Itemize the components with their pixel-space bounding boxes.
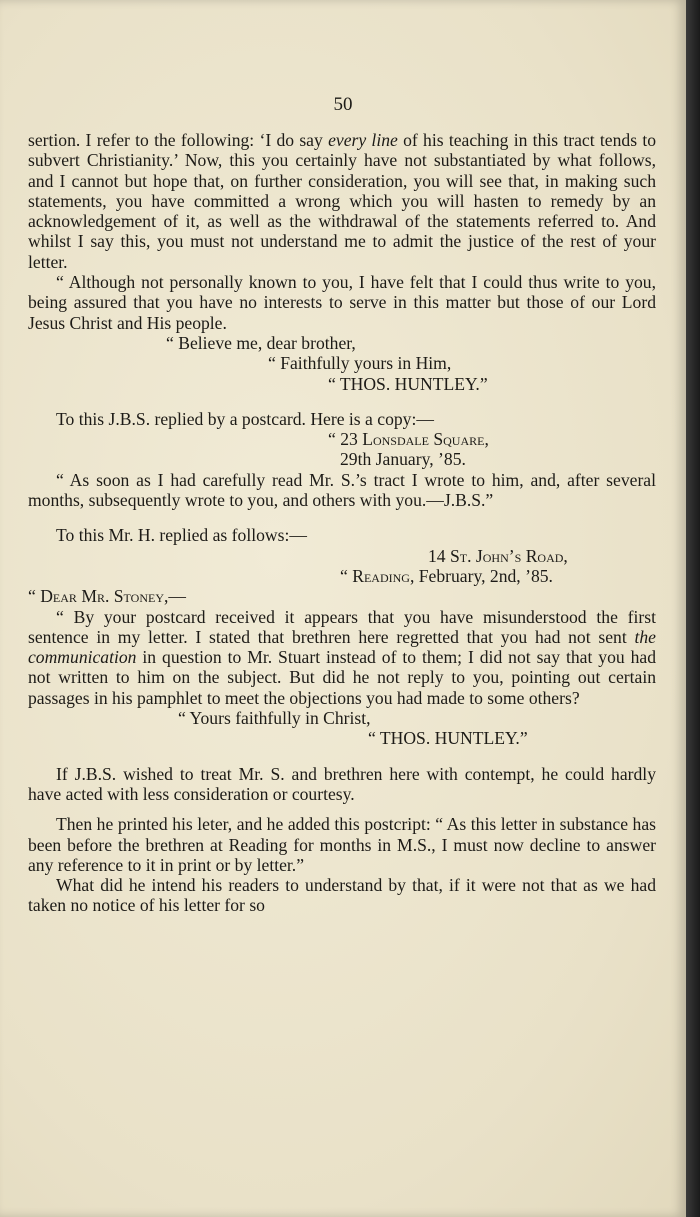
text-segment: “ Although not personally known to you, I have felt that I could thus write to you, being assured that you have no interests to serve in this matter but those of our Lord Jesus Christ and His people. [28,272,656,333]
text-segment: “ [340,565,353,586]
paragraph [28,607,656,708]
paragraph-gap [28,510,656,525]
text-segment: of his teaching in this tract tends to subvert Christianity.’ Now, this you certainly have not substantiated by what follows, and I cannot but hope that, on further consideration, you will see that, in making such statements, you have committed a wrong which you will hasten to remedy by an acknowledgement of it, as well as the withdrawal of the statements referred to. And whilst I say this, you must not understand me to admit the justice of the rest of your letter. [28,130,656,272]
text-line [28,546,656,566]
text-segment: “ [28,586,41,607]
italic-text: every line [328,130,398,150]
text-segment: “ Yours faithfully in Christ, [178,708,371,729]
text-segment: sertion. I refer to the following: ‘I do say [28,130,329,150]
text-segment: What did he intend his readers to understand by that, if it were not that as we had taken no notice of his letter for so [28,875,656,916]
text-segment: in question to Mr. Stuart instead of to them; I did not say that you had not written to him on the subject. But did he not reply to you, pointing out certain passages in his pamphlet to meet the objections you had made to some others? [28,647,656,708]
text-segment: “ As soon as I had carefully read Mr. S.’s tract I wrote to him, and, after several months, subsequently wrote to you, and others with you.—J.B.S.” [28,469,656,511]
paragraph-gap [28,804,656,814]
text-segment: “ By your postcard received it appears that you have misunderstood the first sentence in my letter. I stated that brethren here regretted that you had not sent [28,606,656,647]
italic-text: the communication [28,626,656,668]
text-segment: “ THOS. HUNTLEY.” [328,373,488,394]
small-caps-text: Lonsdale Square, [362,429,489,450]
small-caps-text: St. John’s Road, [450,545,568,566]
text-segment: “ Faithfully yours in Him, [268,353,452,374]
text-line [28,409,656,429]
text-line [28,586,656,606]
text-segment: February, 2nd, ’85. [414,565,553,586]
text-line [28,728,656,748]
paragraph-gap [28,394,656,409]
paragraph [28,470,656,511]
text-segment: 14 [428,545,450,566]
text-line [28,353,656,373]
paragraph [28,875,656,916]
paragraph-gap [28,749,656,764]
text-segment: “ Believe me, dear brother, [166,332,356,353]
paragraph [28,272,656,333]
text-segment: — [168,586,186,607]
text-line [28,333,656,353]
text-line [28,374,656,394]
small-caps-text: Reading, [352,565,415,586]
paragraph [28,764,656,805]
page-number: 50 [333,94,353,115]
text-segment: Then he printed his leter, and he added this postcript: “ As this letter in substance has been before the brethren at Reading for months in M.S., I must now decline to answer any reference to it in print or by letter.” [28,814,656,875]
text-line [28,566,656,586]
text-line [28,708,656,728]
text-segment: 29th January, ’85. [340,449,466,470]
text-segment: “ 23 [328,429,363,450]
text-line [28,449,656,469]
text-segment: To this Mr. H. replied as follows:— [56,525,307,546]
text-line [28,429,656,449]
body-text [28,130,656,916]
paragraph [28,814,656,875]
text-segment: If J.B.S. wished to treat Mr. S. and brethren here with contempt, he could hardly have acted with less consideration or courtesy. [28,763,656,804]
paragraph [28,130,656,272]
text-segment: To this J.B.S. replied by a postcard. Here is a copy:— [56,408,434,429]
text-line [28,525,656,545]
small-caps-text: Dear Mr. Stoney, [40,586,169,607]
scan-edge [686,0,700,1217]
text-segment: “ THOS. HUNTLEY.” [368,728,528,749]
